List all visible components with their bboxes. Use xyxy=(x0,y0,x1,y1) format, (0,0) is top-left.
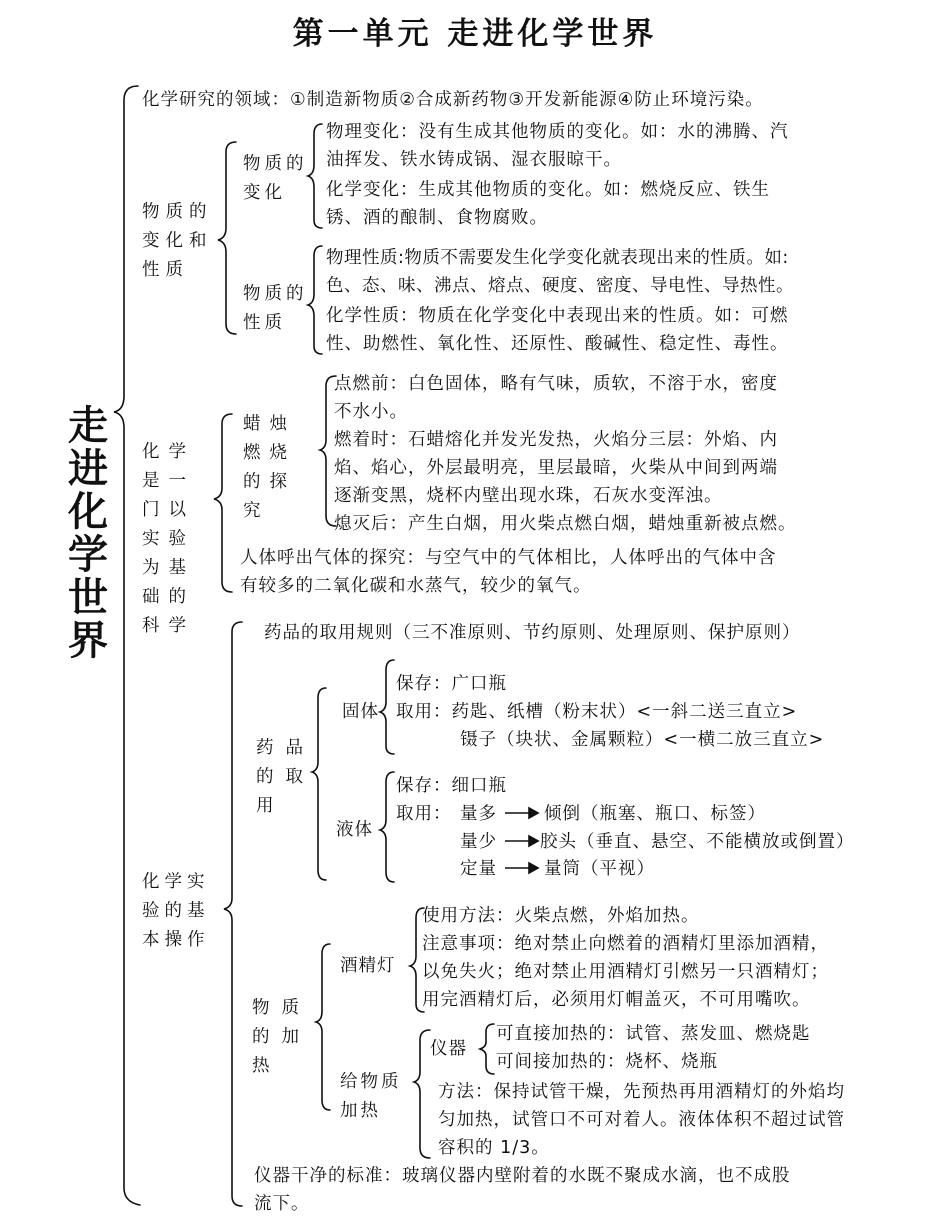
liquid-row-val-1: 倾倒（瓶塞、瓶口、标签） xyxy=(544,804,766,824)
method-1: 方法：保持试管干燥，先预热再用酒精灯的外焰均 xyxy=(438,1082,845,1102)
instrument-label: 仪器 xyxy=(430,1039,467,1059)
instrument-brace xyxy=(480,1024,494,1074)
solid-label: 固体 xyxy=(342,702,379,722)
solid-use-2: 镊子（块状、金属颗粒）<一横二放三直立> xyxy=(460,730,825,750)
lamp-line-1: 使用方法：火柴点燃，外焰加热。 xyxy=(422,906,700,926)
phys-prop-2: 色、态、味、沸点、熔点、硬度、密度、导电性、导热性。 xyxy=(326,276,794,296)
s2-brace xyxy=(214,414,232,592)
liquid-store: 保存：细口瓶 xyxy=(396,776,507,796)
s1-brace xyxy=(218,142,236,334)
prop-label: 物质的性质 xyxy=(243,284,308,333)
chem-change-1: 化学变化：生成其他物质的变化。如：燃烧反应、铁生 xyxy=(326,180,770,200)
heat-brace xyxy=(316,944,330,1110)
clean-2: 流下。 xyxy=(254,1194,310,1214)
arrow-head-2 xyxy=(529,836,538,846)
candle-label: 蜡烛燃烧的探究 xyxy=(243,414,296,521)
research-field-line: 化学研究的领域：①制造新物质②合成新药物③开发新能源④防止环境污染。 xyxy=(142,90,764,110)
change-label: 物质的变化 xyxy=(243,154,308,203)
s1-label: 物质的变化和性质 xyxy=(142,202,213,280)
root-label-char: 学 xyxy=(68,532,108,578)
root-brace xyxy=(114,86,140,1205)
chem-change-2: 锈、酒的酿制、食物腐败。 xyxy=(326,208,548,228)
breath-2: 有较多的二氧化碳和水蒸气，较少的氧气。 xyxy=(240,576,592,596)
liquid-label: 液体 xyxy=(336,820,373,840)
root-label-char: 进 xyxy=(68,446,108,492)
chem-prop-1: 化学性质：物质在化学变化中表现出来的性质。如：可燃 xyxy=(326,306,789,326)
lamp-line-4: 用完酒精灯后，必须用灯帽盖灭，不可用嘴吹。 xyxy=(422,990,811,1010)
phys-change-1: 物理变化：没有生成其他物质的变化。如：水的沸腾、汽 xyxy=(326,122,789,142)
root-label-char: 化 xyxy=(68,489,108,535)
candle-burning-2: 焰、焰心，外层最明亮，里层最暗，火柴从中间到两端 xyxy=(334,458,778,478)
s3-brace xyxy=(224,622,242,1206)
liquid-row-val-2: 胶头（垂直、悬空、不能横放或倒置） xyxy=(540,832,855,852)
phys-change-2: 油挥发、铁水铸成锅、湿衣服晾干。 xyxy=(326,150,622,170)
liquid-brace xyxy=(380,772,394,882)
give-brace xyxy=(414,1030,430,1158)
arrow-head-1 xyxy=(529,808,538,818)
drug-rules: 药品的取用规则（三不准原则、节约原则、处理原则、保护原则） xyxy=(264,623,801,643)
page-title: 第一单元 走进化学世界 xyxy=(292,16,658,52)
liquid-row-key-3: 定量 xyxy=(460,859,497,879)
candle-burning-3: 逐渐变黑，烧杯内壁出现水珠，石灰水变浑浊。 xyxy=(334,486,723,506)
clean-1: 仪器干净的标准：玻璃仪器内壁附着的水既不聚成水滴，也不成股 xyxy=(254,1166,791,1186)
lamp-line-2: 注意事项：绝对禁止向燃着的酒精灯里添加酒精， xyxy=(422,934,829,954)
lamp-line-3: 以免失火；绝对禁止用酒精灯引燃另一只酒精灯； xyxy=(422,962,829,982)
method-3: 容积的 1/3。 xyxy=(438,1138,550,1158)
indirect-heat: 可间接加热的：烧杯、烧瓶 xyxy=(496,1052,718,1072)
lamp-label: 酒精灯 xyxy=(340,956,396,976)
chem-prop-2: 性、助燃性、氧化性、还原性、酸碱性、稳定性、毒性。 xyxy=(326,334,789,354)
breath-1: 人体呼出气体的探究：与空气中的气体相比，人体呼出的气体中含 xyxy=(240,548,777,568)
solid-store: 保存：广口瓶 xyxy=(396,674,507,694)
liquid-use-label: 取用： xyxy=(396,804,452,824)
liquid-row-key-2: 量少 xyxy=(460,832,497,852)
arrow-head-3 xyxy=(529,863,538,873)
liquid-row-key-1: 量多 xyxy=(460,804,497,824)
solid-use-1: 取用：药匙、纸槽（粉末状）<一斜二送三直立> xyxy=(396,702,798,722)
method-2: 匀加热，试管口不可对着人。液体体积不超过试管 xyxy=(438,1110,845,1130)
s3-label: 化学实验的基本操作 xyxy=(142,872,210,950)
candle-after: 熄灭后：产生白烟，用火柴点燃白烟，蜡烛重新被点燃。 xyxy=(334,514,797,534)
solid-brace xyxy=(380,660,394,754)
candle-burning-1: 燃着时：石蜡熔化并发光发热，火焰分三层：外焰、内 xyxy=(334,430,778,450)
phys-prop-1: 物理性质:物质不需要发生化学变化就表现出来的性质。如: xyxy=(326,248,789,268)
root-label-char: 世 xyxy=(68,575,108,621)
candle-before-2: 不水小。 xyxy=(334,402,408,422)
s2-label: 化学是一门以实验为基础的科学 xyxy=(142,442,195,636)
give-label: 给物质加热 xyxy=(340,1072,402,1121)
take-label: 药品的取用 xyxy=(256,738,315,816)
candle-before-1: 点燃前：白色固体，略有气味，质软，不溶于水，密度 xyxy=(334,374,778,394)
direct-heat: 可直接加热的：试管、蒸发皿、燃烧匙 xyxy=(496,1024,811,1044)
root-label-char: 走 xyxy=(68,403,108,449)
heat-label: 物质的加热 xyxy=(252,998,311,1076)
root-label-char: 界 xyxy=(68,618,108,664)
liquid-row-val-3: 量筒（平视） xyxy=(544,859,655,879)
